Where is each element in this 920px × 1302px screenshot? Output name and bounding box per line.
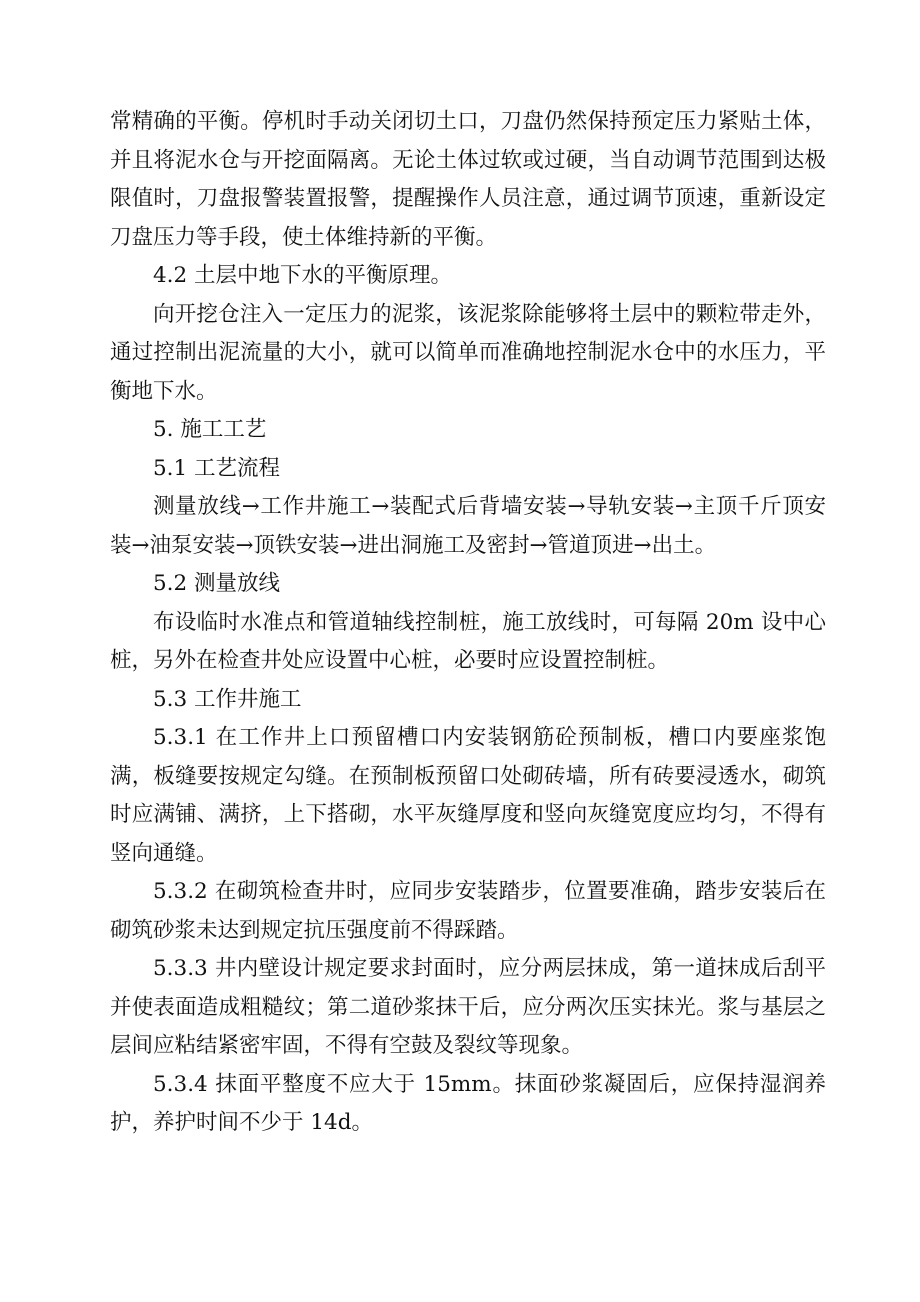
paragraph-5-3-1: 5.3.1 在工作井上口预留槽口内安装钢筋砼预制板，槽口内要座浆饱满，板缝要按规定勾缝。在预制板预留口处砌砖墙，所有砖要浸透水，砌筑时应满铺、满挤，上下搭砌，水平灰缝厚度和竖向灰缝宽度应均匀，不得有竖向通缝。	[110, 725, 826, 866]
section-heading-5: 5. 施工工艺	[153, 417, 267, 442]
paragraph-process-flow: 测量放线→工作井施工→装配式后背墙安装→导轨安装→主顶千斤顶安装→油泵安装→顶铁安装→进出洞施工及密封→管道顶进→出土。	[110, 494, 826, 558]
document-body	[110, 103, 826, 1143]
paragraph-5-3-3: 5.3.3 井内壁设计规定要求封面时，应分两层抹成，第一道抹成后刮平并使表面造成粗糙纹；第二道砂浆抹干后，应分两次压实抹光。浆与基层之层间应粘结紧密牢固，不得有空鼓及裂纹等现象。	[110, 956, 826, 1058]
section-heading-5-2: 5.2 测量放线	[153, 571, 281, 596]
paragraph-survey: 布设临时水准点和管道轴线控制桩，施工放线时，可每隔 20m 设中心桩，另外在检查井处应设置中心桩，必要时应设置控制桩。	[110, 609, 826, 673]
section-heading-4-2: 4.2 土层中地下水的平衡原理。	[153, 263, 453, 288]
paragraph-continuation: 常精确的平衡。停机时手动关闭切土口，刀盘仍然保持预定压力紧贴土体，并且将泥水仓与开挖面隔离。无论土体过软或过硬，当自动调节范围到达极限值时，刀盘报警装置报警，提醒操作人员注意，通过调节顶速，重新设定刀盘压力等手段，使土体维持新的平衡。	[110, 109, 826, 250]
paragraph-5-3-2: 5.3.2 在砌筑检查井时，应同步安装踏步，位置要准确，踏步安装后在砌筑砂浆未达到规定抗压强度前不得踩踏。	[110, 879, 826, 943]
paragraph-slurry-balance: 向开挖仓注入一定压力的泥浆，该泥浆除能够将土层中的颗粒带走外，通过控制出泥流量的大小，就可以简单而准确地控制泥水仓中的水压力，平衡地下水。	[110, 301, 826, 404]
section-heading-5-3: 5.3 工作井施工	[153, 686, 302, 712]
section-heading-5-1: 5.1 工艺流程	[153, 455, 281, 481]
paragraph-5-3-4: 5.3.4 抹面平整度不应大于 15mm。抹面砂浆凝固后，应保持湿润养护，养护时间不少于 14d。	[110, 1071, 826, 1135]
